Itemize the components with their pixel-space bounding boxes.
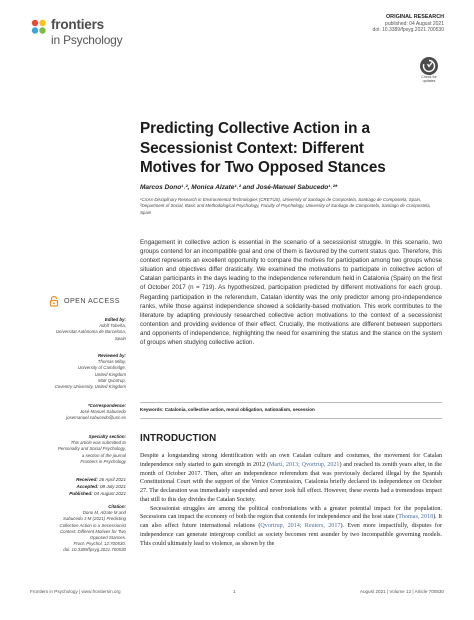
authors: Marcos Dono¹˒², Monica Alzate¹˒² and José-Manuel Sabucedo¹˒²* [140, 184, 338, 191]
editor-line: Universitat Autònoma de Barcelona, [55, 329, 126, 335]
accepted-label: Accepted: [76, 484, 99, 489]
specialty-line: This article was submitted to [70, 440, 126, 446]
received-value: 26 April 2021 [99, 477, 126, 482]
text-run: Secessionist struggles are among the political confrontations with a greater potential impact for the population. Secessions can impact the economy of both the region that contends for independence and the host state ( [140, 505, 442, 521]
editor-line: Spain [114, 335, 126, 341]
specialty-line: Frontiers in Psychology [80, 458, 126, 464]
doi-link[interactable]: doi: 10.3389/fpsyg.2021.700530 [372, 27, 444, 34]
reviewer-line: Coventry University, United Kingdom [54, 384, 126, 390]
specialty-section [30, 434, 126, 465]
introduction-body [140, 452, 442, 548]
title-line: Secessionist Context: Different [140, 139, 364, 157]
reviewer-line: Thomas Milay, [97, 359, 126, 365]
brand-name: frontiers [51, 17, 104, 32]
citation-line: Collective Action in a Secessionist [59, 522, 126, 528]
abstract: Engagement in collective action is essential in the scenario of a secessionist struggle. In this scenario, two groups contend for an incompatible goal and one of them is favoured by the current status quo. Therefore, this context represents an excellent opportunity to compare the motives for participation among two groups whose situation and objectives differ drastically. We examined the motivations to participate in collective action of Catalan participants in the days leading to the independence referendum held in Catalonia (Spain) on the first of October 2017 (n = 719). As hypothesized, participation predicted by different motivations for each group. Regarding participation in the referendum, Catalan identity was the only predictor among pro-independence ranks, while those against independence showed a solidarity-based motivation. This work contributes to the literature by adapting previously researched collective action motivations to the context of a secessionist contention and providing evidence of their effect. Crucially, the motivations are different between supporters and opponents of independence, highlighting the need for examining the status and the stance on the system of groups when studying collective action. [140, 239, 442, 347]
citation-line: Sabucedo J-M (2021) Predicting [63, 516, 126, 522]
published-value: 04 August 2021 [93, 491, 126, 496]
article-dates [30, 476, 126, 497]
published-date-side [30, 490, 126, 497]
text-run: Despite a longstanding strong identification with an own Catalan culture and costumes, the movement for Catalan independence only started to gain strength in 2012 ( [140, 453, 442, 468]
page-number: 1 [233, 589, 236, 594]
open-access-lock-icon [48, 295, 60, 307]
citation-link[interactable]: Thomas, 2018 [398, 514, 434, 521]
article-title [140, 119, 440, 178]
affiliations: ¹Cross-Disciplinary Research in Environmental Technologies (CRETUS), University of Santiago de Compostela, Santiago de Compostela, Spain, ²Department of Social, Basic and Methodological Psychology, Faculty of Psychology, University of Santiago de Compostela, Santiago de Compostela, Spain [140, 197, 431, 215]
reviewed-by [30, 353, 126, 390]
divider [140, 402, 442, 403]
accepted-value: 08 July 2021 [99, 484, 126, 489]
check-updates-icon [420, 57, 438, 75]
paragraph [140, 505, 442, 549]
reviewer-line: University of Cambridge, [77, 365, 126, 371]
check-updates-label: Check for updates [421, 75, 437, 83]
citation-link[interactable]: Qvortrup, 2014; Reuters, 2017 [260, 523, 341, 529]
text-run: ) and reached its zenith years after, in the month of October 2017. Then, after an independence referendum that was previously declared illegal by the Spanish Constitutional Court with the support of the Venice Commission, Catalonia briefly declared its independence on October 27. The declaration was immediately suspended and never took full effect. However, these events had a tremendous impact that still to this day divides the Catalan Society. [140, 461, 442, 503]
frontiers-logo-icon [30, 18, 48, 36]
correspondence [30, 403, 126, 422]
reviewed-by-label: Reviewed by: [97, 353, 126, 358]
divider [140, 418, 442, 419]
text-run: ). Even more impactfully, disputes for independence can generate intergroup conflict as society becomes rent asunder by two incompatible governing models. This could ultimately lead to violence, as shown by the [140, 523, 443, 547]
title-line: Predicting Collective Action in a [140, 120, 370, 137]
citation-doi[interactable]: doi: 10.3389/fpsyg.2021.700530 [63, 547, 126, 553]
edited-by [30, 317, 126, 342]
specialty-line: a section of the journal [81, 452, 126, 458]
citation-link[interactable]: Martí, 2013; Qvortrup, 2021 [269, 461, 340, 468]
accepted-date [30, 483, 126, 490]
footer-journal-link[interactable]: Frontiers in Psychology | www.frontiersin.org [30, 589, 121, 594]
keywords: Keywords: Catalonia, collective action, moral obligation, nationalism, secession [140, 407, 315, 412]
journal-name: in Psychology [51, 33, 123, 47]
correspondence-name: José-Manuel Sabucedo [79, 409, 126, 415]
article-type: ORIGINAL RESEARCH [385, 14, 444, 20]
citation-line: Opposed Stances. [89, 535, 126, 541]
journal-logo[interactable] [30, 16, 150, 50]
open-access-label: OPEN ACCESS [64, 296, 120, 305]
footer-volume: August 2021 | Volume 12 | Article 700530 [359, 589, 444, 594]
editor-line: Adolf Tobeña, [99, 323, 126, 329]
citation [30, 504, 126, 554]
specialty-label: Specialty section: [88, 434, 126, 439]
specialty-line: Personality and Social Psychology, [57, 446, 126, 452]
edited-by-label: Edited by: [104, 317, 126, 322]
citation-label: Citation: [108, 504, 126, 509]
correspondence-label: *Correspondence: [87, 403, 126, 408]
received-label: Received: [76, 477, 98, 482]
reviewer-line: Matt Qvortrup, [97, 377, 126, 383]
title-line: Motives for Two Opposed Stances [140, 159, 386, 176]
correspondence-email[interactable]: josemanuel.sabucedo@usc.es [66, 415, 126, 421]
paragraph [140, 452, 442, 505]
published-date: published: 04 August 2021 [385, 20, 444, 27]
reviewer-line: United Kingdom [94, 371, 126, 377]
citation-line: Context: Different Motives for Two [59, 528, 126, 534]
received-date [30, 476, 126, 483]
published-label: Published: [69, 491, 93, 496]
section-heading-introduction: INTRODUCTION [140, 433, 217, 444]
text-run: ). It can also affect future international relations ( [140, 514, 442, 529]
article-meta [373, 14, 444, 34]
citation-line: Front. Psychol. 12:700530. [73, 541, 126, 547]
check-for-updates-button[interactable] [418, 57, 440, 82]
citation-line: Dono M, Alzate M and [82, 510, 126, 516]
